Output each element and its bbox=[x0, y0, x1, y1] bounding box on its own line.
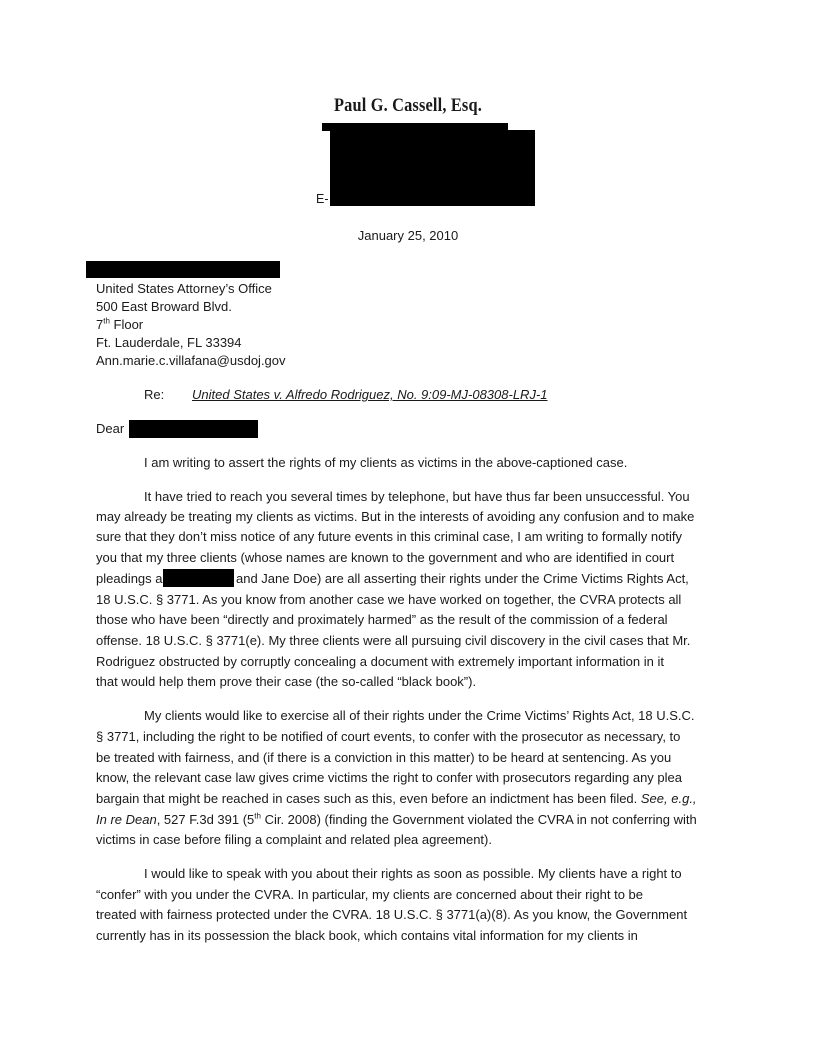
letterhead-name: Paul G. Cassell, Esq. bbox=[333, 95, 482, 116]
paragraph-2-line: you that my three clients (whose names are known to the government and who are identified in court bbox=[96, 550, 675, 565]
paragraph-3-line: My clients would like to exercise all of their rights under the Crime Victims’ Rights Act, 18 U.S.C. bbox=[144, 708, 695, 723]
paragraph-2-line: 18 U.S.C. § 3771. As you know from another case we have worked on together, the CVRA protects all bbox=[96, 592, 682, 607]
paragraph-4-line: currently has in its possession the black book, which contains vital information for my clients in bbox=[96, 928, 638, 943]
paragraph-3-line: victims in case before filing a complaint and related plea agreement). bbox=[96, 832, 492, 847]
paragraph-2-line: offense. 18 U.S.C. § 3771(e). My three clients were all pursuing civil discovery in the civil cases that Mr. bbox=[96, 633, 691, 648]
re-label: Re: bbox=[144, 387, 165, 402]
redaction-recipient-name bbox=[86, 261, 280, 278]
recipient-office: United States Attorney’s Office bbox=[96, 281, 272, 296]
re-case-caption: United States v. Alfredo Rodriguez, No. 9:09-MJ-08308-LRJ-1 bbox=[192, 387, 548, 402]
recipient-street: 500 East Broward Blvd. bbox=[96, 299, 232, 314]
paragraph-3-line: bargain that might be reached in cases such as this, even before an indictment has been filed. See, e.g., bbox=[96, 791, 697, 806]
paragraph-3-line: know, the relevant case law gives crime victims the right to confer with prosecutors regarding any plea bbox=[96, 770, 682, 785]
paragraph-2-line: sure that they don’t miss notice of any future events in this criminal case, I am writing to formally notify bbox=[96, 529, 682, 544]
email-prefix: E- bbox=[316, 192, 329, 206]
letter-date: January 25, 2010 bbox=[357, 228, 459, 243]
paragraph-2-line: and Jane Doe) are all asserting their rights under the Crime Victims Rights Act, bbox=[236, 571, 689, 586]
paragraph-3-line: In re Dean, 527 F.3d 391 (5th Cir. 2008) (finding the Government violated the CVRA in not conferring with bbox=[96, 811, 697, 827]
redaction-salutation-name bbox=[129, 420, 258, 438]
recipient-email: Ann.marie.c.villafana@usdoj.gov bbox=[96, 353, 286, 368]
paragraph-4-line: I would like to speak with you about their rights as soon as possible. My clients have a right to bbox=[144, 866, 682, 881]
paragraph-2-line: may already be treating my clients as victims. But in the interests of avoiding any confusion and to make bbox=[96, 509, 695, 524]
redaction-pleading-name bbox=[163, 569, 234, 587]
paragraph-3-line: § 3771, including the right to be notified of court events, to confer with the prosecutor as necessary, to bbox=[96, 729, 681, 744]
paragraph-2-line: pleadings a bbox=[96, 571, 163, 586]
redaction-block bbox=[330, 130, 535, 206]
paragraph-2-line: those who have been “directly and proximately harmed” as the result of the commission of a federal bbox=[96, 612, 668, 627]
paragraph-3-line: be treated with fairness, and (if there is a conviction in this matter) to be heard at sentencing. As you bbox=[96, 750, 672, 765]
paragraph-1: I am writing to assert the rights of my clients as victims in the above-captioned case. bbox=[144, 455, 628, 470]
paragraph-2-line: that would help them prove their case (the so-called “black book”). bbox=[96, 674, 477, 689]
paragraph-4-line: treated with fairness protected under the CVRA. 18 U.S.C. § 3771(a)(8). As you know, the Government bbox=[96, 907, 688, 922]
salutation: Dear bbox=[96, 421, 125, 436]
paragraph-4-line: “confer” with you under the CVRA. In particular, my clients are concerned about their right to be bbox=[96, 887, 643, 902]
paragraph-2-line: Rodriguez obstructed by corruptly concealing a document with extremely important information in it bbox=[96, 654, 664, 669]
recipient-floor: 7th Floor bbox=[96, 316, 144, 332]
recipient-city: Ft. Lauderdale, FL 33394 bbox=[96, 335, 242, 350]
paragraph-2-line: It have tried to reach you several times by telephone, but have thus far been unsuccessful. You bbox=[144, 489, 690, 504]
